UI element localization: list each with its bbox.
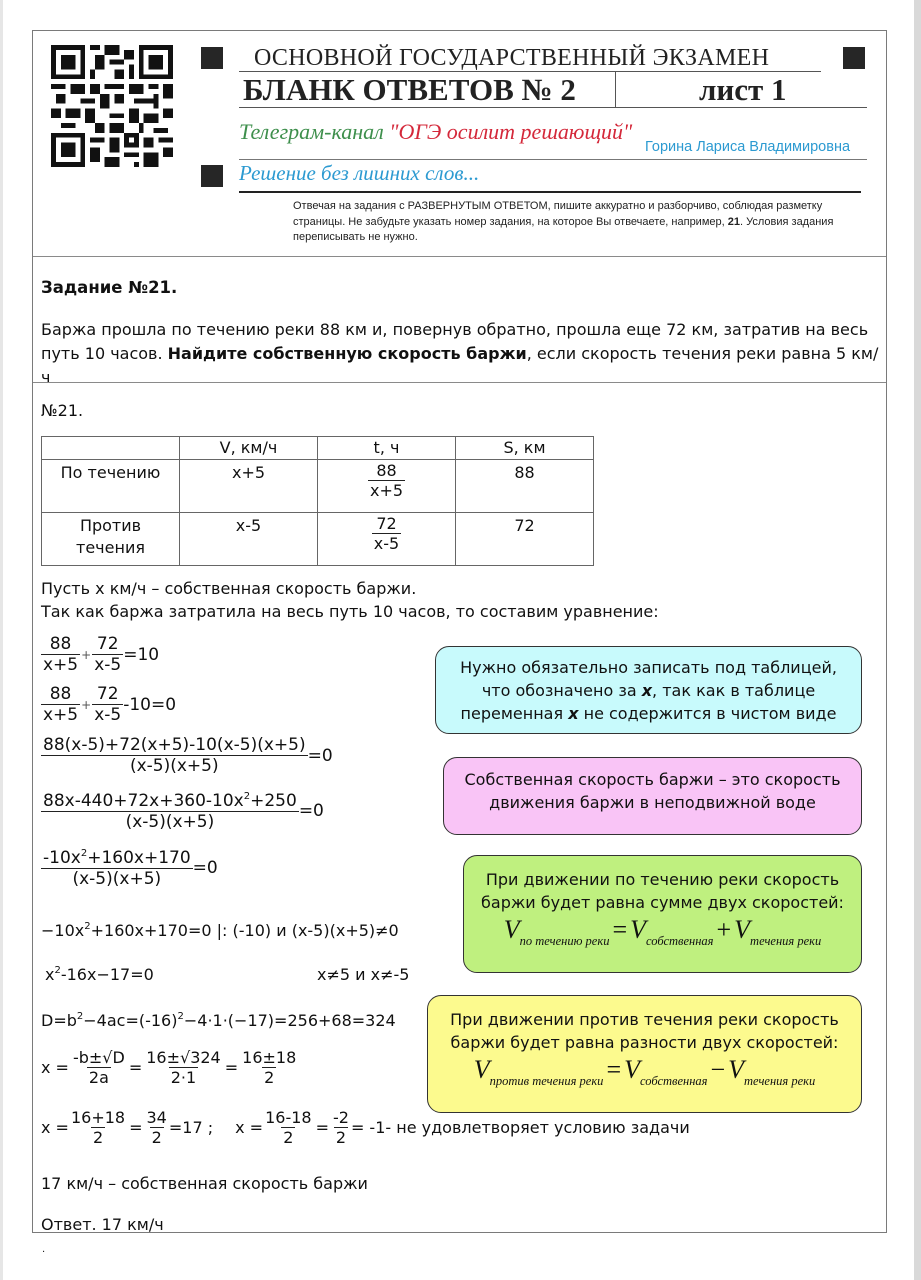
equation-step-7: $x^2-16x-17=0$: [45, 965, 154, 984]
instructions: Отвечая на задания с РАЗВЕРНУТЫМ ОТВЕТОМ, пишите аккуратно и разборчиво, соблюдая разметку страницы. Не забудьте указать номер задания, на которое Вы отвечаете, например, 21. Условия задания переписывать не нужно.: [293, 200, 834, 243]
header-rule: [239, 107, 867, 108]
table-header-cell: V, км/ч: [180, 437, 318, 460]
note-downstream: При движении по течению реки скорость баржи будет равна сумме двух скоростей: $V_{по течению реки} = V_{собственная} + V_{течения реки}$: [463, 855, 862, 973]
motto: Решение без лишних слов...: [239, 161, 480, 185]
fraction: $\frac{88}{x+5}$: [369, 461, 404, 500]
note-own-speed: Собственная скорость баржи – это скорость движения баржи в неподвижной воде: [443, 757, 862, 835]
roots-formula: x = $\frac{-b\pm√D}{2a}$ = $\frac{16\pm√324}{2\cdot 1}$ = $\frac{16\pm 18}{2}$: [41, 1048, 297, 1087]
domain-conditions: x≠5 и x≠-5: [317, 965, 410, 984]
header-rule: [239, 159, 867, 160]
footer-dot: .: [42, 1244, 46, 1255]
alignment-marker-icon: [201, 47, 223, 69]
solution-number: №21.: [41, 401, 84, 420]
table-cell: 72: [456, 513, 594, 566]
fraction: $\frac{72}{x-5}$: [373, 514, 400, 553]
upstream-formula: $V_{против течения реки} = V_{собственная} - V_{течения реки}$: [473, 1055, 816, 1088]
equation-step-5: $\frac{-10x^2+160x+170}{(x-5)(x+5)}$ =0: [43, 848, 218, 889]
equation-step-1: $\frac{88}{x+5}$ + $\frac{72}{x-5}$ =10: [43, 634, 160, 675]
exam-title: ОСНОВНОЙ ГОСУДАРСТВЕННЫЙ ЭКЗАМЕН: [254, 45, 770, 71]
alignment-marker-icon: [201, 165, 223, 187]
telegram-channel-name: "ОГЭ осилит решающий": [389, 119, 633, 144]
note-variable-definition: Нужно обязательно записать под таблицей, что обозначено за x, так как в таблице переменная x не содержится в чистом виде: [435, 646, 862, 734]
variable-definition: Пусть x км/ч – собственная скорость баржи.: [41, 579, 417, 598]
answer-sheet: [32, 30, 887, 1233]
equation-step-2: $\frac{88}{x+5}$ + $\frac{72}{x-5}$ -10=0: [43, 684, 177, 725]
equation-intro: Так как баржа затратила на весь путь 10 часов, то составим уравнение:: [41, 602, 659, 621]
task-title: Задание №21.: [41, 278, 178, 297]
roots-values: x = $\frac{16+18}{2}$ = $\frac{34}{2}$ =17 ; x = $\frac{16-18}{2}$ = $\frac{-2}{2}$ = -1- не удовлетворяет условию задачи: [41, 1108, 690, 1147]
note-upstream: При движении против течения реки скорость баржи будет равна разности двух скоростей: $V_{против течения реки} = V_{собственная} - V_{течения реки}$: [427, 995, 862, 1113]
table-header-row: [42, 437, 594, 460]
discriminant: $D=b^2-4ac=(-16)^2-4\cdot 1\cdot(-17)=256+68=324$: [41, 1011, 396, 1030]
table-header-cell: t, ч: [318, 437, 456, 460]
table-cell: По течению: [42, 460, 180, 513]
table-row: [42, 513, 594, 566]
downstream-formula: $V_{по течению реки} = V_{собственная} + V_{течения реки}$: [503, 915, 822, 948]
table-header-cell: S, км: [456, 437, 594, 460]
motion-table: [41, 436, 594, 566]
task-statement: Баржа прошла по течению реки 88 км и, повернув обратно, прошла еще 72 км, затратив на весь путь 10 часов. Найдите собственную скорость баржи, если скорость течения реки равна 5 км/ч: [41, 320, 879, 387]
qr-code-icon: [51, 45, 173, 167]
form-title: БЛАНК ОТВЕТОВ № 2: [243, 72, 576, 107]
section-divider: [33, 382, 886, 383]
equation-step-3: $\frac{88(x-5)+72(x+5)-10(x-5)(x+5)}{(x-5)(x+5)}$ =0: [43, 735, 333, 776]
table-cell: [318, 513, 456, 566]
table-row: [42, 460, 594, 513]
sheet-label: лист 1: [699, 72, 787, 107]
equation-step-4: $\frac{88x-440+72x+360-10x^2+250}{(x-5)(x+5)}$ =0: [43, 791, 324, 832]
alignment-marker-icon: [843, 47, 865, 69]
page-edge-left: [0, 0, 3, 1280]
telegram-prefix: Телеграм-канал: [239, 119, 390, 144]
table-cell: Против течения: [42, 513, 180, 566]
section-divider: [33, 256, 886, 257]
answer: Ответ. 17 км/ч: [41, 1215, 164, 1234]
table-cell: 88: [456, 460, 594, 513]
equation-step-6: $-10x^2+160x+170=0$ |: (-10) и (x-5)(x+5)≠0: [41, 921, 399, 940]
header-rule: [239, 191, 861, 193]
author-name: Горина Лариса Владимировна: [645, 139, 851, 155]
table-cell: [318, 460, 456, 513]
header-separator: [615, 71, 616, 107]
table-cell: x-5: [180, 513, 318, 566]
table-header-cell: [42, 437, 180, 460]
table-cell: x+5: [180, 460, 318, 513]
page-edge-right: [914, 0, 921, 1280]
conclusion: 17 км/ч – собственная скорость баржи: [41, 1174, 368, 1193]
telegram-channel-line: [239, 119, 632, 145]
